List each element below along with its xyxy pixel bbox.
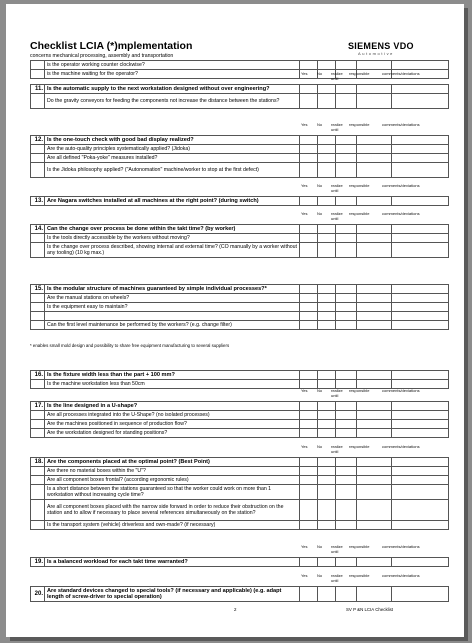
comments-cell[interactable]: [392, 321, 449, 330]
checklist-row: [31, 154, 449, 163]
column-header: realize until: [331, 122, 343, 132]
realize-cell[interactable]: [336, 485, 357, 500]
item-number: [31, 61, 45, 70]
checklist-question: Is the Jidoka philosophy applied? ("Autonomation" machine/worker to stop at the first defect): [45, 163, 300, 178]
checklist-question: Do the gravity conveyors for feeding the components not increase the distance between the stations?: [45, 94, 300, 109]
yes-cell[interactable]: [300, 485, 318, 500]
checklist-row: [31, 243, 449, 258]
yes-cell[interactable]: [300, 411, 318, 420]
realize-cell[interactable]: [336, 85, 357, 94]
item-number: 14.: [31, 225, 45, 234]
responsible-cell[interactable]: [357, 145, 392, 154]
item-number: 17.: [31, 402, 45, 411]
realize-cell[interactable]: [336, 321, 357, 330]
no-cell[interactable]: [318, 587, 336, 602]
item-number: [31, 467, 45, 476]
checklist-row: [31, 136, 449, 145]
realize-cell[interactable]: [336, 136, 357, 145]
yes-cell[interactable]: [300, 558, 318, 567]
responsible-cell[interactable]: [357, 285, 392, 294]
item-number: [31, 485, 45, 500]
item-number: [31, 476, 45, 485]
yes-cell[interactable]: [300, 145, 318, 154]
responsible-cell[interactable]: [357, 429, 392, 438]
checklist-row: [31, 476, 449, 485]
column-header: No: [317, 211, 323, 216]
checklist-row: [31, 85, 449, 94]
no-cell[interactable]: [318, 303, 336, 312]
comments-cell[interactable]: [392, 485, 449, 500]
no-cell[interactable]: [318, 411, 336, 420]
comments-cell[interactable]: [392, 145, 449, 154]
checklist-question: Are the auto-quality principles systematically applied? (Jidoka): [45, 145, 300, 154]
responsible-cell[interactable]: [357, 303, 392, 312]
comments-cell[interactable]: [392, 411, 449, 420]
checklist-table: [30, 284, 449, 330]
column-header: No: [317, 444, 323, 449]
checklist-question: Are Nagara switches installed at all machines at the right point? (during switch): [45, 197, 300, 206]
responsible-cell[interactable]: [357, 321, 392, 330]
comments-cell[interactable]: [392, 558, 449, 567]
comments-cell[interactable]: [392, 521, 449, 530]
checklist-question: is the machine waiting for the operator?: [45, 70, 300, 79]
checklist-table: [30, 586, 449, 602]
column-header: realize until: [331, 183, 343, 193]
item-number: [31, 420, 45, 429]
no-cell[interactable]: [318, 294, 336, 303]
item-number: 12.: [31, 136, 45, 145]
checklist-row: [31, 61, 449, 70]
yes-cell[interactable]: [300, 476, 318, 485]
realize-cell[interactable]: [336, 61, 357, 70]
responsible-cell[interactable]: [357, 558, 392, 567]
checklist-row: [31, 321, 449, 330]
checklist-table: [30, 457, 449, 530]
realize-cell[interactable]: [336, 154, 357, 163]
checklist-question: Are standard devices changed to special tools? (if necessary and applicable) (e.g. adapt length of screw-driver to special operation): [45, 587, 300, 602]
item-number: [31, 94, 45, 109]
checklist-table: [30, 557, 449, 567]
checklist-row: [31, 411, 449, 420]
checklist-question: Is the tools directly accessible by the workers without moving?: [45, 234, 300, 243]
checklist-question: Are all component boxes frontal? (according ergonomic rules): [45, 476, 300, 485]
yes-cell[interactable]: [300, 197, 318, 206]
no-cell[interactable]: [318, 61, 336, 70]
no-cell[interactable]: [318, 94, 336, 109]
column-header: Yes: [301, 211, 308, 216]
column-header: comments/deviations: [382, 573, 420, 578]
yes-cell[interactable]: [300, 429, 318, 438]
checklist-question: Is the transport system (vehicle) driverless and own-made? (if necessary): [45, 521, 300, 530]
yes-cell[interactable]: [300, 420, 318, 429]
responsible-cell[interactable]: [357, 467, 392, 476]
realize-cell[interactable]: [336, 294, 357, 303]
no-cell[interactable]: [318, 458, 336, 467]
no-cell[interactable]: [318, 243, 336, 258]
checklist-row: [31, 485, 449, 500]
checklist-table: [30, 135, 449, 178]
realize-cell[interactable]: [336, 521, 357, 530]
yes-cell[interactable]: [300, 136, 318, 145]
checklist-question: Is a balanced workload for each takt time warranted?: [45, 558, 300, 567]
checklist-row: [31, 587, 449, 602]
checklist-row: [31, 303, 449, 312]
column-header: comments/deviations: [382, 183, 420, 188]
item-number: 16.: [31, 371, 45, 380]
item-number: [31, 145, 45, 154]
yes-cell[interactable]: [300, 587, 318, 602]
yes-cell[interactable]: [300, 243, 318, 258]
checklist-question: Is the fixture width less than the part + 100 mm?: [45, 371, 300, 380]
footnote: * enables small mold design and possibility to share free equipment manufacturing to several suppliers: [30, 343, 230, 348]
no-cell[interactable]: [318, 234, 336, 243]
checklist-row: [31, 467, 449, 476]
item-number: [31, 411, 45, 420]
checklist-row: [31, 94, 449, 109]
no-cell[interactable]: [318, 163, 336, 178]
column-header: responsible: [349, 544, 370, 549]
realize-cell[interactable]: [336, 303, 357, 312]
comments-cell[interactable]: [392, 303, 449, 312]
yes-cell[interactable]: [300, 500, 318, 521]
column-header: responsible: [349, 183, 370, 188]
column-header: realize until: [331, 388, 343, 398]
no-cell[interactable]: [318, 371, 336, 380]
responsible-cell[interactable]: [357, 521, 392, 530]
checklist-question: Is the one-touch check with good bad display realized?: [45, 136, 300, 145]
column-header: comments/deviations: [382, 71, 420, 76]
checklist-question: [45, 312, 300, 321]
responsible-cell[interactable]: [357, 243, 392, 258]
responsible-cell[interactable]: [357, 94, 392, 109]
comments-cell[interactable]: [392, 312, 449, 321]
checklist-table: [30, 224, 449, 258]
yes-cell[interactable]: [300, 234, 318, 243]
checklist-row: [31, 500, 449, 521]
item-number: [31, 163, 45, 178]
column-header: No: [317, 122, 323, 127]
item-number: 20.: [31, 587, 45, 602]
no-cell[interactable]: [318, 500, 336, 521]
column-header: comments/deviations: [382, 544, 420, 549]
no-cell[interactable]: [318, 402, 336, 411]
item-number: [31, 70, 45, 79]
comments-cell[interactable]: [392, 500, 449, 521]
realize-cell[interactable]: [336, 558, 357, 567]
checklist-row: [31, 458, 449, 467]
responsible-cell[interactable]: [357, 476, 392, 485]
realize-cell[interactable]: [336, 234, 357, 243]
yes-cell[interactable]: [300, 303, 318, 312]
checklist-question: Is the automatic supply to the next workstation designed without over engineering?: [45, 85, 300, 94]
responsible-cell[interactable]: [357, 312, 392, 321]
item-number: [31, 234, 45, 243]
no-cell[interactable]: [318, 154, 336, 163]
comments-cell[interactable]: [392, 587, 449, 602]
yes-cell[interactable]: [300, 467, 318, 476]
yes-cell[interactable]: [300, 312, 318, 321]
item-number: [31, 294, 45, 303]
checklist-row: [31, 402, 449, 411]
comments-cell[interactable]: [392, 243, 449, 258]
no-cell[interactable]: [318, 85, 336, 94]
checklist-question: Is the equipment easy to maintain?: [45, 303, 300, 312]
column-header: Yes: [301, 183, 308, 188]
checklist-question: Is a short distance between the stations guaranteed so that the worker could work on more than 1 workstation without increasing cycle time?: [45, 485, 300, 500]
checklist-row: [31, 294, 449, 303]
checklist-question: Are the manual stations on wheels?: [45, 294, 300, 303]
checklist-question: Are the machines positioned in sequence of production flow?: [45, 420, 300, 429]
checklist-question: Are there no material boxes within the "U"?: [45, 467, 300, 476]
item-number: [31, 500, 45, 521]
responsible-cell[interactable]: [357, 420, 392, 429]
item-number: [31, 154, 45, 163]
responsible-cell[interactable]: [357, 154, 392, 163]
checklist-row: [31, 285, 449, 294]
column-header: realize until: [331, 573, 343, 583]
checklist-row: [31, 558, 449, 567]
column-header: realize until: [331, 544, 343, 554]
column-header: No: [317, 183, 323, 188]
yes-cell[interactable]: [300, 402, 318, 411]
checklist-row: [31, 429, 449, 438]
checklist-question: Are the workstation designed for standing positions?: [45, 429, 300, 438]
comments-cell[interactable]: [392, 420, 449, 429]
realize-cell[interactable]: [336, 94, 357, 109]
responsible-cell[interactable]: [357, 197, 392, 206]
column-header: responsible: [349, 122, 370, 127]
item-number: 11.: [31, 85, 45, 94]
yes-cell[interactable]: [300, 154, 318, 163]
realize-cell[interactable]: [336, 145, 357, 154]
checklist-question: Is the modular structure of machines guaranteed by simple individual processes?*: [45, 285, 300, 294]
yes-cell[interactable]: [300, 85, 318, 94]
no-cell[interactable]: [318, 225, 336, 234]
realize-cell[interactable]: [336, 402, 357, 411]
column-header: realize until: [331, 71, 343, 81]
comments-cell[interactable]: [392, 163, 449, 178]
comments-cell[interactable]: [392, 225, 449, 234]
comments-cell[interactable]: [392, 458, 449, 467]
item-number: 19.: [31, 558, 45, 567]
column-header: No: [317, 544, 323, 549]
no-cell[interactable]: [318, 429, 336, 438]
item-number: [31, 521, 45, 530]
item-number: [31, 321, 45, 330]
column-header: comments/deviations: [382, 211, 420, 216]
checklist-row: [31, 234, 449, 243]
responsible-cell[interactable]: [357, 371, 392, 380]
comments-cell[interactable]: [392, 136, 449, 145]
item-number: [31, 303, 45, 312]
yes-cell[interactable]: [300, 321, 318, 330]
responsible-cell[interactable]: [357, 500, 392, 521]
item-number: 15.: [31, 285, 45, 294]
checklist-row: [31, 420, 449, 429]
checklist-row: [31, 371, 449, 380]
comments-cell[interactable]: [392, 61, 449, 70]
responsible-cell[interactable]: [357, 163, 392, 178]
column-header: realize until: [331, 211, 343, 221]
responsible-cell[interactable]: [357, 587, 392, 602]
column-header: comments/deviations: [382, 444, 420, 449]
item-number: 13.: [31, 197, 45, 206]
comments-cell[interactable]: [392, 294, 449, 303]
realize-cell[interactable]: [336, 467, 357, 476]
responsible-cell[interactable]: [357, 294, 392, 303]
responsible-cell[interactable]: [357, 458, 392, 467]
column-header: Yes: [301, 544, 308, 549]
realize-cell[interactable]: [336, 243, 357, 258]
realize-cell[interactable]: [336, 429, 357, 438]
no-cell[interactable]: [318, 197, 336, 206]
yes-cell[interactable]: [300, 521, 318, 530]
checklist-table: [30, 370, 449, 389]
column-header: responsible: [349, 211, 370, 216]
yes-cell[interactable]: [300, 163, 318, 178]
checklist-question: is the operator working counter clockwise?: [45, 61, 300, 70]
responsible-cell[interactable]: [357, 85, 392, 94]
column-header: No: [317, 573, 323, 578]
column-header: realize until: [331, 444, 343, 454]
realize-cell[interactable]: [336, 420, 357, 429]
item-number: [31, 380, 45, 389]
checklist-row: [31, 163, 449, 178]
checklist-row: [31, 145, 449, 154]
no-cell[interactable]: [318, 467, 336, 476]
column-header: Yes: [301, 573, 308, 578]
no-cell[interactable]: [318, 285, 336, 294]
no-cell[interactable]: [318, 136, 336, 145]
comments-cell[interactable]: [392, 467, 449, 476]
no-cell[interactable]: [318, 521, 336, 530]
realize-cell[interactable]: [336, 587, 357, 602]
column-header: responsible: [349, 71, 370, 76]
checklist-question: Can the change over process be done within the takt time? (by worker): [45, 225, 300, 234]
comments-cell[interactable]: [392, 285, 449, 294]
checklist-question: Can the first level maintenance be performed by the workers? (e.g. change filter): [45, 321, 300, 330]
comments-cell[interactable]: [392, 429, 449, 438]
yes-cell[interactable]: [300, 285, 318, 294]
responsible-cell[interactable]: [357, 225, 392, 234]
column-header: comments/deviations: [382, 388, 420, 393]
column-header: responsible: [349, 388, 370, 393]
yes-cell[interactable]: [300, 294, 318, 303]
checklist-question: Are all component boxes placed with the narrow side forward in order to reduce their obstruction on the station and to allow if necessary to place several references simultaneously on the station?: [45, 500, 300, 521]
realize-cell[interactable]: [336, 500, 357, 521]
realize-cell[interactable]: [336, 312, 357, 321]
realize-cell[interactable]: [336, 285, 357, 294]
column-header: responsible: [349, 573, 370, 578]
comments-cell[interactable]: [392, 94, 449, 109]
no-cell[interactable]: [318, 420, 336, 429]
checklist-question: Are all defined "Poka-yoke" measures installed?: [45, 154, 300, 163]
responsible-cell[interactable]: [357, 136, 392, 145]
column-header: Yes: [301, 444, 308, 449]
responsible-cell[interactable]: [357, 485, 392, 500]
column-header: No: [317, 71, 323, 76]
checklist-question: Are all processes integrated into the U-Shape? (no isolated processes): [45, 411, 300, 420]
column-header: Yes: [301, 122, 308, 127]
page-number: 2: [234, 607, 237, 612]
page-subtitle: concerns mechanical processing, assembly and transportation: [30, 53, 174, 59]
checklist-question: Is the machine workstation less than 50cm: [45, 380, 300, 389]
realize-cell[interactable]: [336, 163, 357, 178]
column-header: Yes: [301, 388, 308, 393]
realize-cell[interactable]: [336, 197, 357, 206]
checklist-row: [31, 197, 449, 206]
comments-cell[interactable]: [392, 197, 449, 206]
yes-cell[interactable]: [300, 458, 318, 467]
yes-cell[interactable]: [300, 94, 318, 109]
brand-tagline: Automotive: [358, 51, 395, 56]
document-page: [6, 4, 464, 637]
realize-cell[interactable]: [336, 225, 357, 234]
checklist-row: [31, 521, 449, 530]
item-number: [31, 312, 45, 321]
column-header: No: [317, 388, 323, 393]
comments-cell[interactable]: [392, 402, 449, 411]
brand-logo: SIEMENS VDO: [348, 41, 414, 51]
comments-cell[interactable]: [392, 85, 449, 94]
checklist-question: Are the components placed at the optimal point? (Best Point): [45, 458, 300, 467]
footer-doc-name: SV P &N LCIA Checklist: [346, 607, 394, 612]
checklist-row: [31, 312, 449, 321]
responsible-cell[interactable]: [357, 411, 392, 420]
responsible-cell[interactable]: [357, 61, 392, 70]
checklist-row: [31, 225, 449, 234]
checklist-table: [30, 84, 449, 109]
no-cell[interactable]: [318, 558, 336, 567]
realize-cell[interactable]: [336, 371, 357, 380]
comments-cell[interactable]: [392, 371, 449, 380]
item-number: [31, 243, 45, 258]
yes-cell[interactable]: [300, 225, 318, 234]
no-cell[interactable]: [318, 145, 336, 154]
checklist-table: [30, 196, 449, 206]
responsible-cell[interactable]: [357, 234, 392, 243]
no-cell[interactable]: [318, 476, 336, 485]
realize-cell[interactable]: [336, 411, 357, 420]
column-header: comments/deviations: [382, 122, 420, 127]
comments-cell[interactable]: [392, 234, 449, 243]
checklist-question: Is the line designed in a U-shape?: [45, 402, 300, 411]
checklist-table: [30, 401, 449, 438]
comments-cell[interactable]: [392, 476, 449, 485]
column-header: responsible: [349, 444, 370, 449]
no-cell[interactable]: [318, 321, 336, 330]
yes-cell[interactable]: [300, 61, 318, 70]
checklist-question: Is the change over process described, showing internal and external time? (CO manually by a worker without any tooling) (10 kg max.): [45, 243, 300, 258]
realize-cell[interactable]: [336, 476, 357, 485]
no-cell[interactable]: [318, 485, 336, 500]
no-cell[interactable]: [318, 312, 336, 321]
item-number: [31, 429, 45, 438]
column-header: Yes: [301, 71, 308, 76]
yes-cell[interactable]: [300, 371, 318, 380]
page-title: Checklist LCIA (*)mplementation: [30, 40, 193, 52]
responsible-cell[interactable]: [357, 402, 392, 411]
realize-cell[interactable]: [336, 458, 357, 467]
comments-cell[interactable]: [392, 154, 449, 163]
item-number: 18.: [31, 458, 45, 467]
